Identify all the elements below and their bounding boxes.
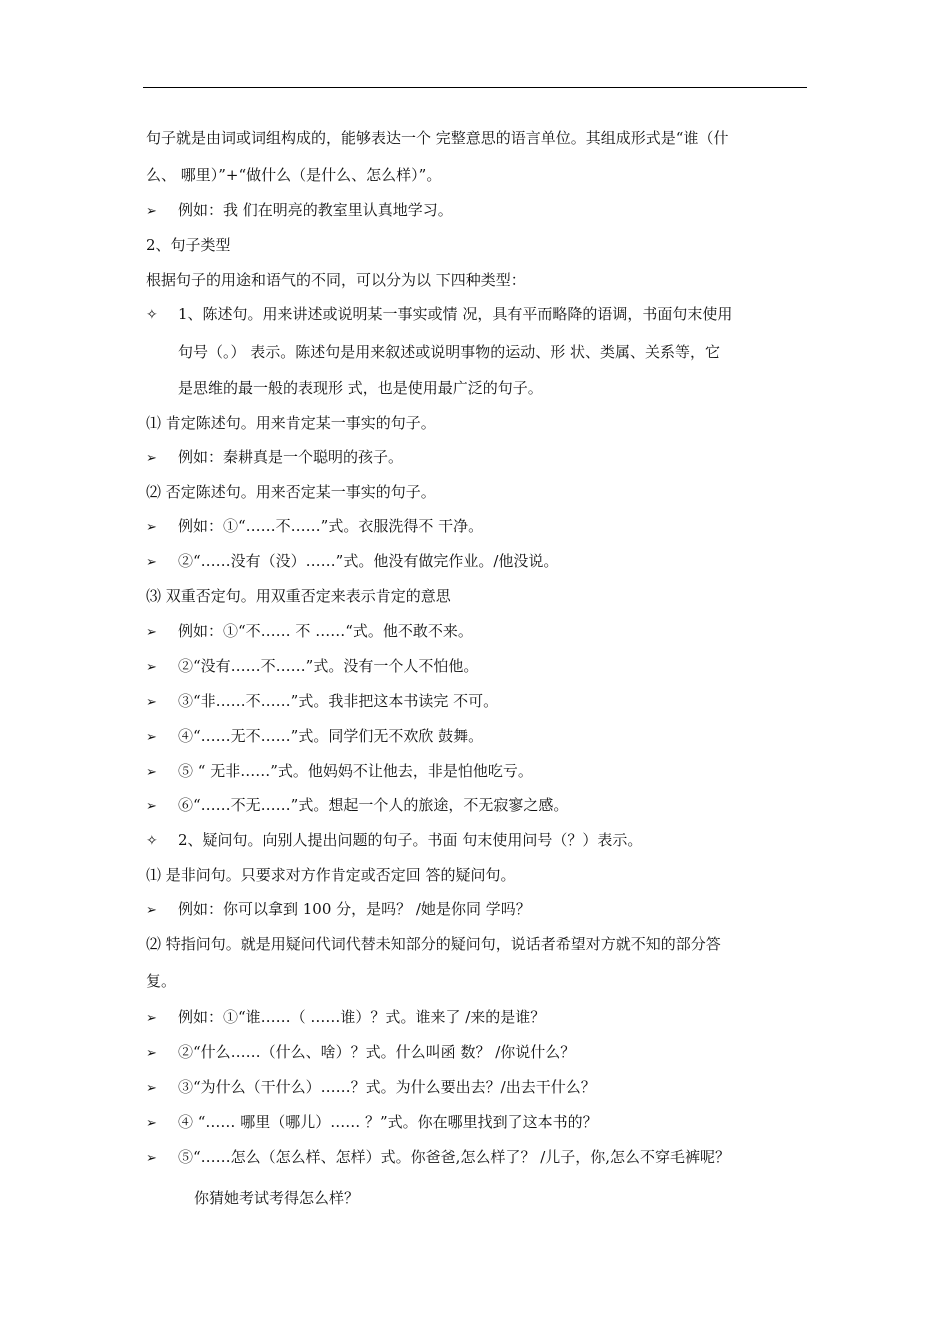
diamond-bullet-icon: ✧ (146, 833, 158, 849)
arrow-bullet-icon: ➢ (146, 451, 157, 466)
bullet-item: ➢ ⑤“……怎么（怎么样、怎样）式。你爸爸,怎么样了？ /儿子，你,怎么不穿毛裤呢？ (146, 1147, 730, 1169)
bullet-item: ➢ 例如：我 们在明亮的教室里认真地学习。 (146, 200, 453, 222)
bullet-item: ➢ 例如：①“不…… 不 ……“式。他不敢不来。 (146, 621, 473, 643)
arrow-bullet-icon: ➢ (146, 1151, 157, 1166)
arrow-bullet-icon: ➢ (146, 555, 157, 570)
bullet-item: ➢ ⑥“……不无……”式。想起一个人的旅途，不无寂寥之感。 (146, 795, 568, 817)
arrow-bullet-icon: ➢ (146, 204, 157, 219)
bullet-item: ➢ 例如：①“谁……（ ……谁）？式。谁来了 /来的是谁？ (146, 1007, 545, 1029)
subsection-line: ⑶ 双重否定句。用双重否定来表示肯定的意思 (146, 587, 451, 605)
paragraph-line: 么、 哪里）”+“做什么（是什么、怎么样）”。 (146, 166, 442, 184)
diamond-bullet-icon: ✧ (146, 307, 158, 323)
bullet-item: ➢ ⑤ “ 无非……”式。他妈妈不让他去，非是怕他吃亏。 (146, 761, 533, 783)
arrow-bullet-icon: ➢ (146, 695, 157, 710)
subsection-line: ⑴ 是非问句。只要求对方作肯定或否定回 答的疑问句。 (146, 866, 516, 884)
subsection-line: ⑴ 肯定陈述句。用来肯定某一事实的句子。 (146, 414, 436, 432)
paragraph-line: 句子就是由词或词组构成的，能够表达一个 完整意思的语言单位。其组成形式是“谁（什 (146, 129, 729, 147)
bullet-item: ➢ 例如：秦耕真是一个聪明的孩子。 (146, 447, 403, 469)
paragraph-line: 根据句子的用途和语气的不同，可以分为以 下四种类型： (146, 271, 526, 289)
arrow-bullet-icon: ➢ (146, 1116, 157, 1131)
bullet-item: ➢ ④ “…… 哪里（哪儿）…… ？”式。你在哪里找到了这本书的？ (146, 1112, 598, 1134)
bullet-item: ➢ 例如：你可以拿到 100 分，是吗？ /她是你同 学吗？ (146, 899, 531, 921)
section-heading: 2、句子类型 (146, 236, 231, 254)
arrow-bullet-icon: ➢ (146, 1081, 157, 1096)
arrow-bullet-icon: ➢ (146, 765, 157, 780)
arrow-bullet-icon: ➢ (146, 903, 157, 918)
arrow-bullet-icon: ➢ (146, 1046, 157, 1061)
arrow-bullet-icon: ➢ (146, 730, 157, 745)
arrow-bullet-icon: ➢ (146, 799, 157, 814)
diamond-item: ✧ 1、陈述句。用来讲述或说明某一事实或情 况，具有平而略降的语调，书面句末使用 (146, 305, 733, 323)
bullet-item: ➢ 例如：①“……不……”式。衣服洗得不 干净。 (146, 516, 483, 538)
bullet-item: ➢ ②“什么……（什么、啥）？式。什么叫函 数？ /你说什么？ (146, 1042, 575, 1064)
diamond-item: ✧ 2、疑问句。向别人提出问题的句子。书面 句末使用问号（？）表示。 (146, 831, 643, 849)
subsection-line: ⑵ 否定陈述句。用来否定某一事实的句子。 (146, 483, 436, 501)
subsection-line: ⑵ 特指问句。就是用疑问代词代替未知部分的疑问句，说话者希望对方就不知的部分答 (146, 935, 721, 953)
bullet-item: ➢ ②“……没有（没）……”式。他没有做完作业。/他没说。 (146, 551, 558, 573)
bullet-item: ➢ ③“非……不……”式。我非把这本书读完 不可。 (146, 691, 498, 713)
bullet-item: ➢ ③“为什么（干什么）……？式。为什么要出去？/出去干什么？ (146, 1077, 596, 1099)
header-rule (143, 87, 807, 88)
paragraph-line: 复。 (146, 972, 177, 990)
bullet-item: ➢ ②“没有……不……”式。没有一个人不怕他。 (146, 656, 478, 678)
arrow-bullet-icon: ➢ (146, 625, 157, 640)
arrow-bullet-icon: ➢ (146, 520, 157, 535)
paragraph-line: 你猜她考试考得怎么样？ (194, 1189, 360, 1207)
arrow-bullet-icon: ➢ (146, 1011, 157, 1026)
paragraph-line: 句号（。） 表示。陈述句是用来叙述或说明事物的运动、形 状、类属、关系等，它 (178, 343, 721, 361)
bullet-item: ➢ ④“……无不……”式。同学们无不欢欣 鼓舞。 (146, 726, 483, 748)
paragraph-line: 是思维的最一般的表现形 式，也是使用最广泛的句子。 (178, 379, 543, 397)
arrow-bullet-icon: ➢ (146, 660, 157, 675)
